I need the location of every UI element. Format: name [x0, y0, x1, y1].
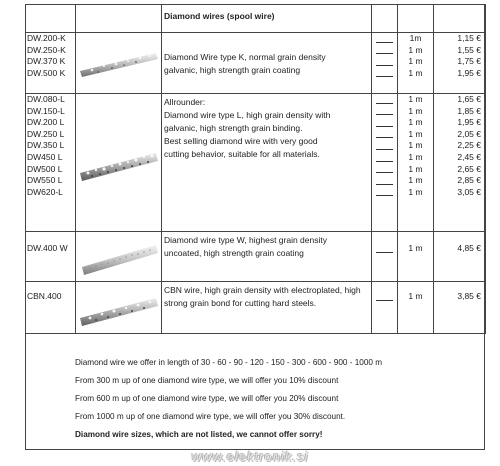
- table-row: [26, 232, 486, 282]
- product-size: 1 m: [408, 105, 423, 116]
- product-codes: [26, 33, 76, 94]
- product-price: 1,95 €: [457, 117, 481, 128]
- quantity-blanks: [372, 33, 398, 94]
- product-price: 2,85 €: [457, 175, 481, 186]
- table-row: [26, 282, 486, 334]
- product-size: 1 m: [408, 117, 423, 128]
- product-code: DW.200-K: [27, 33, 66, 43]
- quantity-blank: [372, 152, 397, 164]
- quantity-blanks: [372, 282, 398, 334]
- product-sizes: [398, 94, 434, 232]
- product-size: 1 m: [408, 151, 423, 162]
- quantity-blank: [372, 291, 397, 303]
- note-discount-1000: From 1000 m up of one diamond wire type, we will offer you 30% discount.: [75, 412, 346, 421]
- product-prices: [434, 282, 486, 334]
- product-size: 1 m: [408, 186, 423, 197]
- product-size: 1 m: [408, 94, 423, 104]
- description-line: Diamond wire type W, highest grain density: [164, 235, 327, 245]
- product-description: [162, 282, 372, 334]
- product-code: DW620-L: [27, 186, 63, 197]
- product-price: 2,45 €: [457, 151, 481, 162]
- note-discount-300: From 300 m up of one diamond wire type, we will offer you 10% discount: [75, 376, 339, 385]
- product-code: DW.200 L: [27, 117, 65, 128]
- quantity-blanks: [372, 232, 398, 282]
- product-codes: [26, 282, 76, 334]
- product-price: 1,65 €: [457, 94, 481, 104]
- description-line: cutting behavior, suitable for all materials.: [164, 149, 320, 159]
- table-row: [26, 94, 486, 232]
- quantity-blank: [372, 68, 397, 80]
- product-sizes: [398, 232, 434, 282]
- product-size: 1m: [409, 33, 422, 43]
- product-code: DW450 L: [27, 151, 63, 162]
- quantity-blank: [372, 129, 397, 141]
- note-lengths: Diamond wire we offer in length of 30 - 60 - 90 - 120 - 150 - 300 - 600 - 900 - 1000 m: [75, 358, 383, 367]
- product-code: DW.250-K: [27, 44, 66, 55]
- product-code: DW.350 L: [27, 140, 65, 151]
- product-description: [162, 33, 372, 94]
- wire-image: [76, 232, 162, 282]
- product-code: CBN.400: [27, 291, 62, 301]
- quantity-blank: [372, 187, 397, 199]
- diamond-wire-w-image: [78, 239, 160, 275]
- product-size: 1 m: [408, 175, 423, 186]
- product-size: 1 m: [408, 291, 423, 301]
- description-line: Allrounder:: [164, 97, 206, 107]
- quantity-blank: [372, 164, 397, 176]
- product-size: 1 m: [408, 67, 423, 78]
- description-line: galvanic, high strength grain coating: [164, 65, 301, 75]
- product-size: 1 m: [408, 140, 423, 151]
- product-description: [162, 94, 372, 232]
- product-code: DW.080-L: [27, 94, 65, 104]
- cbn-wire-image: [78, 288, 160, 328]
- watermark: www.elektronik.si: [191, 449, 309, 464]
- wire-image: [76, 94, 162, 232]
- note-discount-600: From 600 m up of one diamond wire type, we will offer you 20% discount: [75, 394, 339, 403]
- product-size: 1 m: [408, 243, 423, 253]
- product-size: 1 m: [408, 56, 423, 67]
- product-prices: [434, 94, 486, 232]
- product-price: 1,85 €: [457, 105, 481, 116]
- product-price: 1,75 €: [457, 56, 481, 67]
- product-code: DW.370 K: [27, 56, 66, 67]
- product-price: 1,95 €: [457, 67, 481, 78]
- quantity-blanks: [372, 94, 398, 232]
- product-price: 3,85 €: [457, 291, 481, 301]
- product-code: DW550 L: [27, 175, 63, 186]
- product-prices: [434, 232, 486, 282]
- product-sizes: [398, 33, 434, 94]
- product-sizes: [398, 282, 434, 334]
- wire-image: [76, 282, 162, 334]
- description-line: Diamond Wire type K, normal grain density: [164, 52, 326, 62]
- quantity-blank: [372, 56, 397, 68]
- quantity-blank: [372, 140, 397, 152]
- diamond-wire-k-image: [78, 45, 160, 81]
- product-price: 1,15 €: [457, 33, 481, 43]
- product-code: DW500 L: [27, 163, 63, 174]
- description-line: CBN wire, high grain density with electroplated, high: [164, 285, 361, 295]
- description-line: Best selling diamond wire with very good: [164, 136, 318, 146]
- product-size: 1 m: [408, 163, 423, 174]
- product-size: 1 m: [408, 128, 423, 139]
- table-header-row: [26, 5, 486, 33]
- description-line: uncoated, high strength grain coating: [164, 248, 304, 258]
- product-codes: [26, 232, 76, 282]
- table-row: [26, 33, 486, 94]
- description-line: galvanic, high strength grain binding.: [164, 123, 303, 133]
- product-description: [162, 232, 372, 282]
- description-line: strong grain bond for cutting hard steels.: [164, 298, 317, 308]
- description-line: Diamond wire type L, high grain density with: [164, 110, 331, 120]
- product-prices: [434, 33, 486, 94]
- quantity-blank: [372, 175, 397, 187]
- wire-image: [76, 33, 162, 94]
- product-price: 2,25 €: [457, 140, 481, 151]
- product-code: DW.400 W: [27, 243, 68, 253]
- product-codes: [26, 94, 76, 232]
- product-price: 2,05 €: [457, 128, 481, 139]
- quantity-blank: [372, 117, 397, 129]
- product-code: DW.500 K: [27, 67, 66, 78]
- quantity-blank: [372, 45, 397, 57]
- diamond-wire-l-image: [78, 141, 160, 185]
- product-code: DW.250 L: [27, 128, 65, 139]
- note-unlisted-sizes: Diamond wire sizes, which are not listed, we cannot offer sorry!: [75, 430, 323, 439]
- product-price: 4,85 €: [457, 243, 481, 253]
- quantity-blank: [372, 106, 397, 118]
- product-size: 1 m: [408, 44, 423, 55]
- product-price: 1,55 €: [457, 44, 481, 55]
- product-table: [25, 4, 486, 334]
- product-price: 3,05 €: [457, 186, 481, 197]
- table-title: Diamond wires (spool wire): [162, 5, 372, 33]
- quantity-blank: [372, 94, 397, 106]
- quantity-blank: [372, 243, 397, 255]
- quantity-blank: [372, 33, 397, 45]
- product-code: DW.150-L: [27, 105, 65, 116]
- product-price: 2,65 €: [457, 163, 481, 174]
